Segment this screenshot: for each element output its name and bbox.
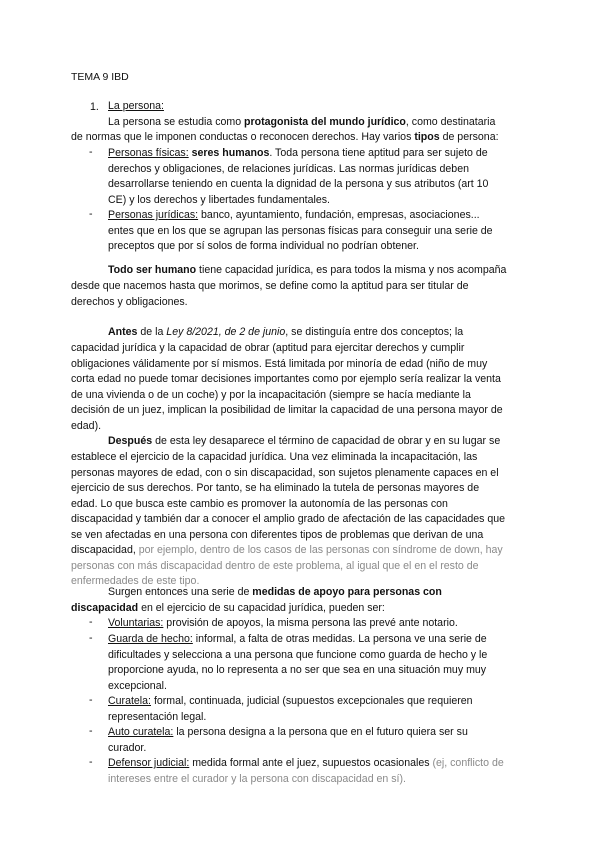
text: medida formal ante el juez, supuestos ocasionales	[189, 757, 430, 769]
paragraph-line: desde que nacemos hasta que morimos, se define como la aptitud para ser titular de	[71, 280, 469, 292]
list-item-line: dificultades y selecciona a una persona que funcione como guarda de hecho y le	[108, 648, 488, 661]
list-item-line: entes que en los que se agrupan las personas físicas para conseguir una serie de	[108, 224, 493, 237]
list-item-line: desarrollarse teniendo en cuenta la dignidad de la persona y sus atributos (art 10	[108, 178, 489, 190]
bullet-dash: -	[89, 725, 93, 737]
paragraph-line: decisión de un juez, implican la posibilidad de limitar la capacidad de una persona mayor de	[71, 404, 503, 416]
bold-text: protagonista del mundo jurídico	[244, 116, 406, 128]
heading-text: La persona:	[108, 100, 164, 112]
list-item-line	[108, 632, 548, 648]
list-item-line: derechos y obligaciones, de relaciones jurídicas. Las normas jurídicas deben	[108, 162, 469, 175]
paragraph	[71, 279, 551, 310]
paragraph-line: edad).	[71, 419, 102, 432]
text: provisión de apoyos, la misma persona las prevé ante notario.	[163, 617, 458, 629]
bold-text: seres humanos	[191, 147, 270, 159]
text: de la	[137, 326, 167, 338]
bullet-dash: -	[89, 632, 93, 644]
bullet-dash: -	[89, 756, 93, 768]
text: banco, ayuntamiento, fundación, empresas, asociaciones...	[198, 209, 480, 221]
list-item-line: preceptos que por sí solos de forma individual no podrían obtener.	[108, 240, 419, 252]
text: informal, a falta de otras medidas. La persona ve una serie de	[192, 633, 487, 645]
gray-text: por ejemplo, dentro de los casos de las personas con síndrome de down, hay	[135, 544, 503, 556]
text: Surgen entonces una serie de	[108, 586, 253, 598]
paragraph-line	[71, 130, 499, 146]
text: discapacidad,	[71, 544, 136, 556]
text: , se distinguía entre dos conceptos; la	[285, 326, 464, 338]
item-label: Personas físicas:	[108, 147, 189, 159]
section-heading	[108, 99, 164, 115]
list-item-line	[108, 694, 548, 710]
paragraph-line: ejercicio de sus derechos. Por tanto, se ha eliminado la tutela de personas mayores de	[71, 482, 480, 494]
italic-text: Ley 8/2021, de 2 de junio	[166, 326, 286, 338]
item-label: Personas jurídicas:	[108, 209, 199, 221]
list-item-line	[108, 146, 548, 162]
list-item	[108, 694, 548, 725]
bold-text: Después	[108, 435, 153, 447]
document-title: TEMA 9 IBD	[71, 71, 129, 83]
list-item-line: excepcional.	[108, 679, 167, 692]
paragraph-line: obligaciones válidamente por sí mismos. Está limitada por minoría de edad (niño de muy	[71, 357, 488, 370]
list-item-line: curador.	[108, 741, 147, 754]
list-item	[108, 616, 548, 632]
gray-text: (ej, conflicto de	[429, 757, 504, 769]
list-item-line: proporcione ayuda, no lo representa a no ser que sea en una situación muy muy	[108, 664, 487, 676]
text: La persona se estudia como	[108, 116, 245, 128]
item-label: Guarda de hecho:	[108, 633, 193, 645]
bold-text: tipos	[414, 131, 440, 143]
paragraph-line	[71, 601, 385, 617]
item-label: Curatela:	[108, 695, 151, 707]
item-label: Auto curatela:	[108, 726, 174, 738]
paragraph-line: corta edad no puede tomar decisiones importantes como por ejemplo sería realizar la venta	[71, 373, 501, 385]
paragraph-line	[108, 263, 506, 279]
list-item	[108, 208, 548, 255]
bold-text: Todo ser humano	[108, 264, 197, 276]
list-item-line: CE) y los derechos y libertades fundamentales.	[108, 193, 330, 206]
list-number: 1.	[90, 101, 99, 113]
bold-text: Antes	[108, 326, 138, 338]
list-item-line: intereses entre el curador y la persona con discapacidad en sí).	[108, 772, 406, 785]
list-item	[108, 725, 548, 756]
bullet-dash: -	[89, 146, 93, 158]
text: . Toda persona tiene aptitud para ser sujeto de	[269, 147, 488, 159]
item-label: Defensor judicial:	[108, 757, 190, 769]
paragraph-line: establece el ejercicio de la capacidad jurídica. Una vez eliminada la incapacitación, las	[71, 451, 478, 463]
text: en el ejercicio de su capacidad jurídica, pueden ser:	[138, 602, 385, 614]
item-label: Voluntarias:	[108, 617, 164, 629]
bullet-dash: -	[89, 208, 93, 220]
paragraph-line: edad. Lo que busca este cambio es promover la autonomía de las personas con	[71, 497, 448, 510]
list-item-line	[108, 756, 548, 772]
paragraph	[71, 450, 551, 590]
paragraph-line	[71, 543, 551, 559]
text: de normas que le imponen conductas o reconocen derechos. Hay varios	[71, 131, 415, 143]
list-item	[108, 756, 548, 787]
paragraph-line: se ven afectadas en una persona con diferentes tipos de problemas que derivan de una	[71, 528, 484, 541]
list-item-line	[108, 208, 548, 224]
list-item-line	[108, 616, 548, 632]
paragraph-line	[108, 434, 500, 450]
paragraph-line: enfermedades de este tipo.	[71, 575, 200, 587]
list-item-line	[108, 725, 548, 741]
text: formal, continuada, judicial (supuestos excepcionales que requieren	[151, 695, 473, 707]
paragraph-line	[108, 115, 495, 131]
paragraph-line: personas con más discapacidad dentro de este problema, al igual que el en el resto de	[71, 559, 479, 572]
paragraph-line: personas mayores de edad, con o sin discapacidad, son sujetos plenamente capaces en el	[71, 466, 499, 479]
list-item	[108, 146, 548, 208]
paragraph-line: derechos y obligaciones.	[71, 295, 188, 308]
text: de persona:	[439, 131, 499, 143]
paragraph-line: capacidad jurídica y la capacidad de obrar (aptitud para ejercitar derechos y cumplir	[71, 342, 465, 354]
text: , como destinataria	[405, 116, 496, 128]
bullet-dash: -	[89, 694, 93, 706]
paragraph-line	[108, 585, 442, 601]
bold-text: discapacidad	[71, 602, 139, 614]
text: la persona designa a la persona que en el futuro quiera ser su	[173, 726, 468, 738]
paragraph	[71, 341, 551, 434]
text: tiene capacidad jurídica, es para todos la misma y nos acompaña	[196, 264, 507, 276]
text: de esta ley desaparece el término de capacidad de obrar y en su lugar se	[152, 435, 501, 447]
paragraph-line	[108, 325, 463, 341]
bold-text: medidas de apoyo para personas con	[252, 586, 442, 598]
paragraph-line: de una vivienda o de un coche) y por la incapacitación (siempre se hacía mediante la	[71, 388, 471, 401]
paragraph-line: discapacidad y también dar a conocer el amplio grado de afectación de las capacidades que	[71, 513, 506, 525]
list-item	[108, 632, 548, 694]
bullet-dash: -	[89, 616, 93, 628]
list-item-line: representación legal.	[108, 710, 207, 723]
